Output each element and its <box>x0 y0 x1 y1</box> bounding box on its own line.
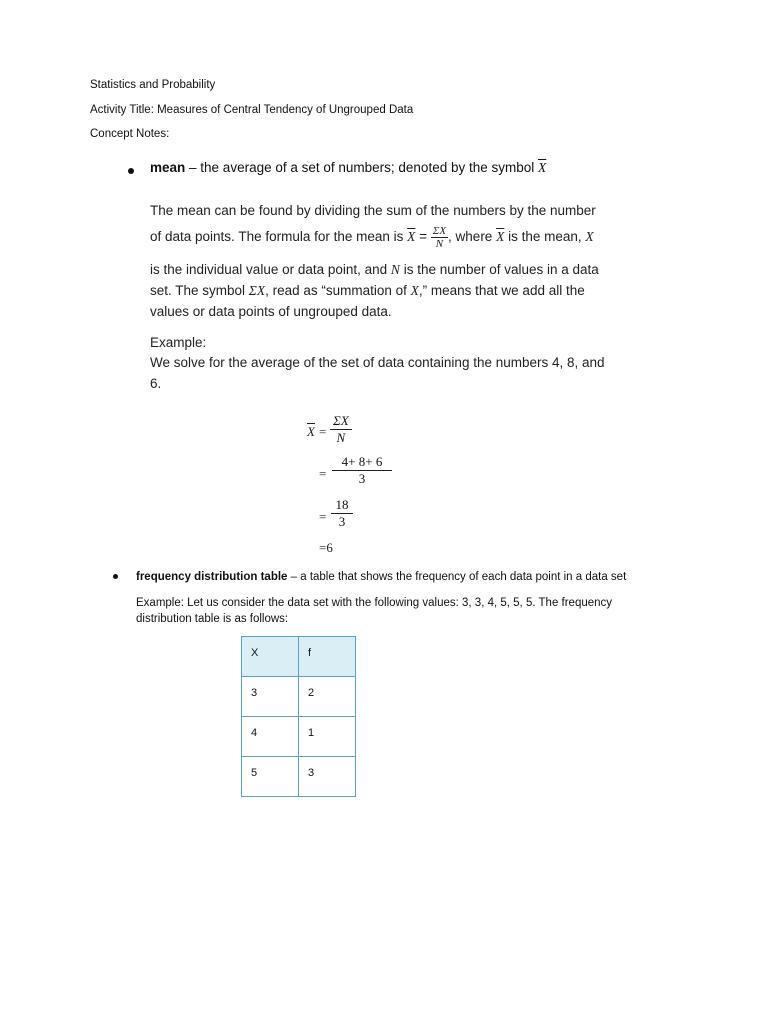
table-cell: 5 <box>242 757 299 797</box>
work-equals-3: = <box>319 509 327 524</box>
work-equals-1: = <box>319 424 327 439</box>
mean-paragraph-line5: values or data points of ungrouped data. <box>150 304 392 319</box>
mean-example-line1: We solve for the average of the set of data containing the numbers 4, 8, and <box>150 355 605 370</box>
mean-paragraph-line3: is the individual value or data point, and N is the number of values in a data <box>150 262 599 277</box>
frequency-table <box>241 636 356 797</box>
mean-paragraph-line2: of data points. The formula for the mean is $\overline{X}$ = $\frac{\Sigma X}{N}$ , where $\overline{X}$ is the mean, X <box>150 225 594 250</box>
table-cell: 2 <box>299 677 356 717</box>
work-fraction-1: ΣX N <box>330 413 352 446</box>
work-fraction-3: 18 3 <box>331 497 353 530</box>
table-row <box>242 757 356 797</box>
freq-definition <box>136 571 626 583</box>
bullet-icon <box>128 168 134 174</box>
mean-paragraph-line1: The mean can be found by dividing the sum of the numbers by the number <box>150 203 596 218</box>
concept-notes-label: Concept Notes: <box>90 128 170 140</box>
subject-heading: Statistics and Probability <box>90 79 216 91</box>
bullet-icon <box>113 574 118 579</box>
work-xbar: $\overline{X}$ <box>307 424 315 439</box>
activity-title: Activity Title: Measures of Central Tendency of Ungrouped Data <box>90 104 414 116</box>
freq-example-line1: Example: Let us consider the data set with the following values: 3, 3, 4, 5, 5, 5. The frequency <box>136 597 613 609</box>
mean-example-line2: 6. <box>150 376 162 391</box>
freq-definition-text: – a table that shows the frequency of each data point in a data set <box>287 571 627 583</box>
freq-term: frequency distribution table <box>136 571 288 583</box>
mean-definition-text: – the average of a set of numbers; denoted by the symbol <box>185 160 538 175</box>
mean-formula-fraction: $\frac{\Sigma X}{N}$ <box>432 225 447 250</box>
mean-paragraph-line4: set. The symbol ΣX, read as “summation of X,” means that we add all the <box>150 283 585 298</box>
table-row <box>242 677 356 717</box>
table-header-cell: X <box>242 637 299 677</box>
table-header-cell: f <box>299 637 356 677</box>
table-row <box>242 717 356 757</box>
mean-example-label: Example: <box>150 335 207 350</box>
table-cell: 1 <box>299 717 356 757</box>
work-equals-2: = <box>319 466 327 481</box>
freq-example-line2: distribution table is as follows: <box>136 613 289 625</box>
work-result: =6 <box>319 540 333 555</box>
table-cell: 3 <box>299 757 356 797</box>
work-fraction-2: 4+ 8+ 6 3 <box>332 454 392 487</box>
mean-symbol: $\overline{X}$ <box>538 160 547 175</box>
table-header-row <box>242 637 356 677</box>
mean-definition <box>150 160 546 176</box>
table-cell: 4 <box>242 717 299 757</box>
mean-term: mean <box>150 160 186 175</box>
table-cell: 3 <box>242 677 299 717</box>
